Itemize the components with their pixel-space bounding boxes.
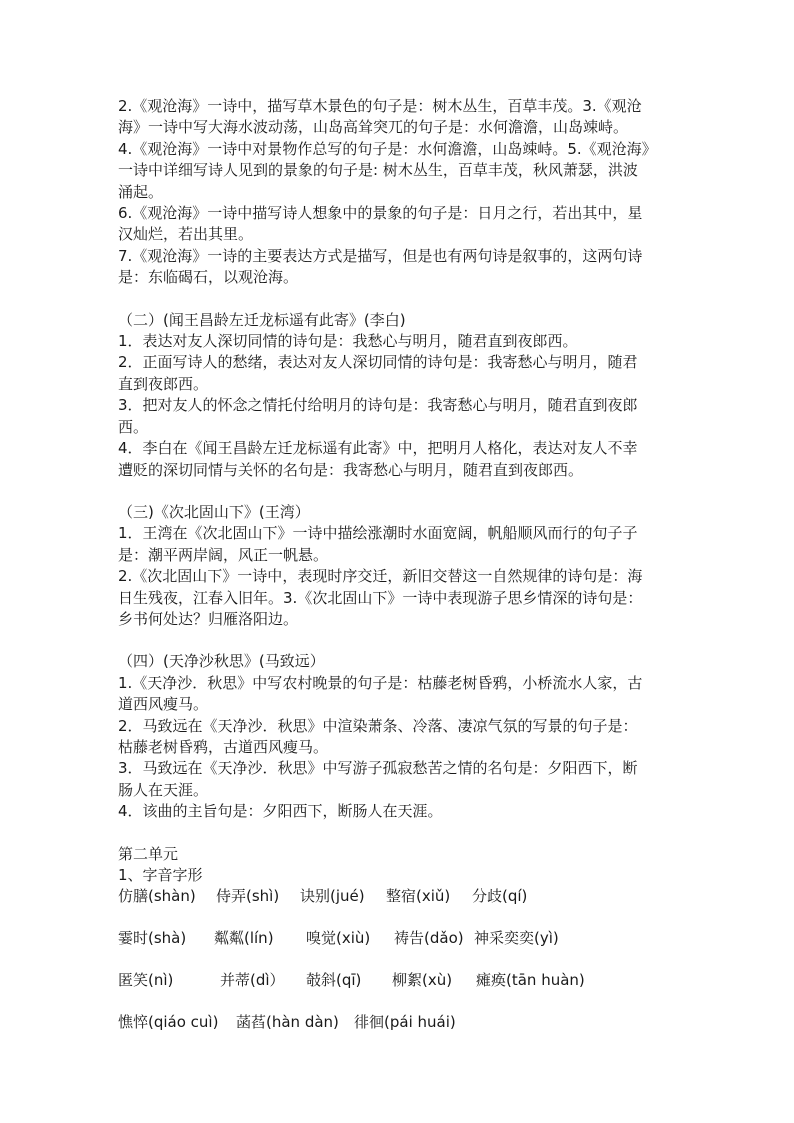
text-line: 枯藤老树昏鸦，古道西风瘦马。 [118,737,329,756]
text-line: 一诗中详细写诗人见到的景象的句子是: 树木丛生，百草丰茂，秋风萧瑟，洪波 [118,161,638,180]
section-wen-wang-changling [118,310,688,481]
text-line: 2.《次北固山下》一诗中，表现时序交迁，新旧交替这一自然规律的诗句是：海 [118,567,643,586]
section-heading: （三)《次北固山下》(王湾） [118,502,310,521]
vocab-item: 攲斜(qī) [306,971,362,990]
vocab-row [118,1012,688,1054]
vocab-item: 憔悴(qiáo cuì) [118,1013,219,1032]
vocab-row [118,886,688,928]
vocab-item: 嗅觉(xiù) [306,929,371,948]
text-line: 遭贬的深切同情与关怀的名句是：我寄愁心与明月，随君直到夜郎西。 [118,460,584,479]
vocab-item: 瘫痪(tān huàn) [476,971,585,990]
vocab-item: 粼粼(lín) [214,929,274,948]
text-line: 西。 [118,417,149,436]
text-line: 是：潮平两岸阔，风正一帆悬。 [118,545,329,564]
vocab-item: 侍弄(shì) [216,887,280,906]
spacer [118,289,688,310]
text-line: 3．马致远在《天净沙．秋思》中写游子孤寂愁苦之情的名句是：夕阳西下，断 [118,759,638,778]
vocab-item: 仿膳(shàn) [118,887,196,906]
text-line: 2.《观沧海》一诗中，描写草木景色的句子是：树木丛生，百草丰茂。3.《观沧 [118,97,642,115]
vocab-row [118,970,688,1012]
vocab-item: 分歧(qí) [472,887,528,906]
text-line: 1．表达对友人深切同情的诗句是：我愁心与明月，随君直到夜郎西。 [118,332,578,351]
vocab-item: 祷告(dǎo) [394,929,464,948]
text-line: 6.《观沧海》一诗中描写诗人想象中的景象的句子是：日月之行，若出其中，星 [118,204,643,223]
vocab-item: 诀别(jué) [300,887,365,906]
spacer [118,823,688,844]
text-line: 乡书何处达？归雁洛阳边。 [118,609,299,628]
unit-heading: 第二单元 [118,844,179,863]
vocab-item: 菡萏(hàn dàn) [236,1013,339,1032]
text-line: 3．把对友人的怀念之情托付给明月的诗句是：我寄愁心与明月，随君直到夜郎 [118,396,638,415]
text-line: 道西风瘦马。 [118,695,209,714]
section-ci-beigushan [118,502,688,630]
text-line: 7.《观沧海》一诗的主要表达方式是描写，但是也有两句诗是叙事的，这两句诗 [118,246,643,265]
text-line: 2．正面写诗人的愁绪，表达对友人深切同情的诗句是：我寄愁心与明月，随君 [118,353,638,372]
text-line: 4.《观沧海》一诗中对景物作总写的句子是：水何澹澹，山岛竦峙。5.《观沧海》 [118,139,657,158]
section-unit2 [118,844,688,1055]
text-line: 肠人在天涯。 [118,780,209,799]
spacer [118,630,688,651]
vocab-item: 徘徊(pái huái) [354,1013,456,1032]
vocab-row [118,928,688,970]
spacer [118,481,688,502]
text-line: 海》一诗中写大海水波动荡，山岛高耸突兀的句子是：水何澹澹，山岛竦峙。 [118,118,629,137]
text-line: 直到夜郎西。 [118,374,209,393]
text-line: 涌起。 [118,182,164,201]
text-line: 汉灿烂，若出其里。 [118,225,254,244]
subsection-heading: 1、字音字形 [118,866,203,884]
text-line: 是：东临碣石，以观沧海。 [118,268,299,287]
vocab-item: 匿笑(nì) [118,971,174,990]
text-line: 4．李白在《闻王昌龄左迁龙标遥有此寄》中，把明月人格化，表达对友人不幸 [118,439,638,458]
vocab-item: 整宿(xiǔ) [386,887,451,906]
vocab-item: 柳絮(xù) [392,971,453,990]
section-heading: （四）(天净沙秋思》(马致远） [118,652,325,671]
text-line: 1．王湾在《次北固山下》一诗中描绘涨潮时水面宽阔，帆船顺风而行的句子子 [118,524,638,543]
section-guancanghai [118,96,688,289]
text-line: 日生残夜，江春入旧年。3.《次北固山下》一诗中表现游子思乡情深的诗句是： [118,588,643,607]
text-line: 2．马致远在《天净沙．秋思》中渲染萧条、冷落、凄凉气氛的写景的句子是： [118,716,638,735]
vocab-item: 神采奕奕(yì) [474,929,559,948]
text-line: 4．该曲的主旨句是：夕阳西下，断肠人在天涯。 [118,802,443,821]
vocab-item: 霎时(shà) [118,929,187,948]
document-body [118,96,688,1054]
text-line: 1.《天净沙．秋思》中写农村晚景的句子是：枯藤老树昏鸦，小桥流水人家，古 [118,673,643,692]
section-heading: （二）(闻王昌龄左迁龙标遥有此寄》(李白) [118,310,406,329]
section-tianjingsha [118,651,688,822]
vocab-item: 并蒂(dì） [220,971,285,990]
